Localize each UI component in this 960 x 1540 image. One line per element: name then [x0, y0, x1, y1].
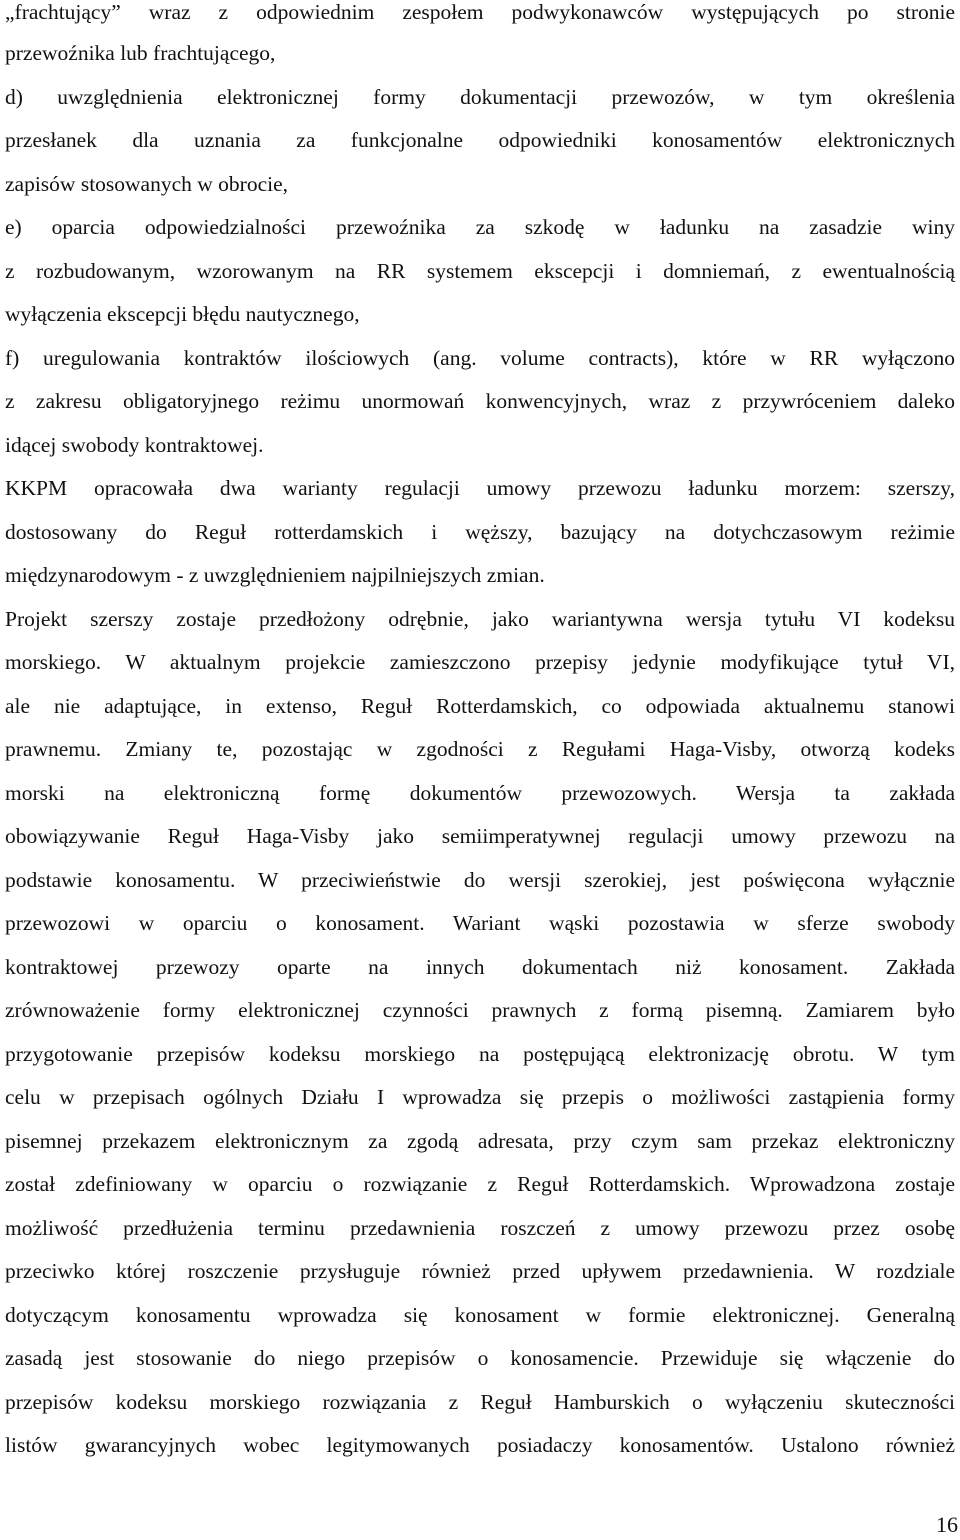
text-line: możliwość przedłużenia terminu przedawnienia roszczeń z umowy przewozu przez osobę [5, 1216, 955, 1240]
text-line: listów gwarancyjnych wobec legitymowanych posiadaczy konosamentów. Ustalono również [5, 1433, 955, 1457]
text-line: dostosowany do Reguł rotterdamskich i węższy, bazujący na dotychczasowym reżimie [5, 520, 955, 544]
text-line: międzynarodowym - z uwzględnieniem najpilniejszych zmian. [5, 563, 545, 587]
text-line: idącej swobody kontraktowej. [5, 433, 264, 457]
text-line: morski na elektroniczną formę dokumentów przewozowych. Wersja ta zakłada [5, 781, 955, 805]
text-line: celu w przepisach ogólnych Działu I wprowadza się przepis o możliwości zastąpienia formy [5, 1085, 955, 1109]
text-line: z zakresu obligatoryjnego reżimu unormowań konwencyjnych, wraz z przywróceniem daleko [5, 389, 955, 413]
text-line: kontraktowej przewozy oparte na innych dokumentach niż konosament. Zakłada [5, 955, 955, 979]
text-line: z rozbudowanym, wzorowanym na RR systemem ekscepcji i domniemań, z ewentualnością [5, 259, 955, 283]
text-line: podstawie konosamentu. W przeciwieństwie do wersji szerokiej, jest poświęcona wyłącznie [5, 868, 955, 892]
text-line: dotyczącym konosamentu wprowadza się konosament w formie elektronicznej. Generalną [5, 1303, 955, 1327]
text-line: f) uregulowania kontraktów ilościowych (ang. volume contracts), które w RR wyłączono [5, 346, 955, 370]
text-line: pisemnej przekazem elektronicznym za zgodą adresata, przy czym sam przekaz elektroniczny [5, 1129, 955, 1153]
text-line: został zdefiniowany w oparciu o rozwiązanie z Reguł Rotterdamskich. Wprowadzona zostaje [5, 1172, 955, 1196]
text-line: KKPM opracowała dwa warianty regulacji umowy przewozu ładunku morzem: szerszy, [5, 476, 955, 500]
text-line: przepisów kodeksu morskiego rozwiązania z Reguł Hamburskich o wyłączeniu skuteczności [5, 1390, 955, 1414]
text-line: przewozowi w oparciu o konosament. Wariant wąski pozostawia w sferze swobody [5, 911, 955, 935]
text-line: Projekt szerszy zostaje przedłożony odrębnie, jako wariantywna wersja tytułu VI kodeksu [5, 607, 955, 631]
text-line: wyłączenia ekscepcji błędu nautycznego, [5, 302, 360, 326]
text-line: morskiego. W aktualnym projekcie zamieszczono przepisy jedynie modyfikujące tytuł VI, [5, 650, 955, 674]
text-line: przewoźnika lub frachtującego, [5, 41, 276, 65]
text-line: zapisów stosowanych w obrocie, [5, 172, 289, 196]
text-line: e) oparcia odpowiedzialności przewoźnika za szkodę w ładunku na zasadzie winy [5, 215, 955, 239]
text-line: ale nie adaptujące, in extenso, Reguł Rotterdamskich, co odpowiada aktualnemu stanowi [5, 694, 955, 718]
text-line: obowiązywanie Reguł Haga-Visby jako semiimperatywnej regulacji umowy przewozu na [5, 824, 955, 848]
text-line: przeciwko której roszczenie przysługuje również przed upływem przedawnienia. W rozdziale [5, 1259, 955, 1283]
page-number: 16 [936, 1512, 958, 1537]
text-line: d) uwzględnienia elektronicznej formy dokumentacji przewozów, w tym określenia [5, 85, 955, 109]
text-line: przesłanek dla uznania za funkcjonalne odpowiedniki konosamentów elektronicznych [5, 128, 955, 152]
text-line: prawnemu. Zmiany te, pozostając w zgodności z Regułami Haga-Visby, otworzą kodeks [5, 737, 955, 761]
text-line: zrównoważenie formy elektronicznej czynności prawnych z formą pisemną. Zamiarem było [5, 998, 955, 1022]
text-line: przygotowanie przepisów kodeksu morskiego na postępującą elektronizację obrotu. W tym [5, 1042, 955, 1066]
text-line: „frachtujący” wraz z odpowiednim zespołem podwykonawców występujących po stronie [5, 0, 955, 24]
text-line: zasadą jest stosowanie do niego przepisów o konosamencie. Przewiduje się włączenie do [5, 1346, 955, 1370]
